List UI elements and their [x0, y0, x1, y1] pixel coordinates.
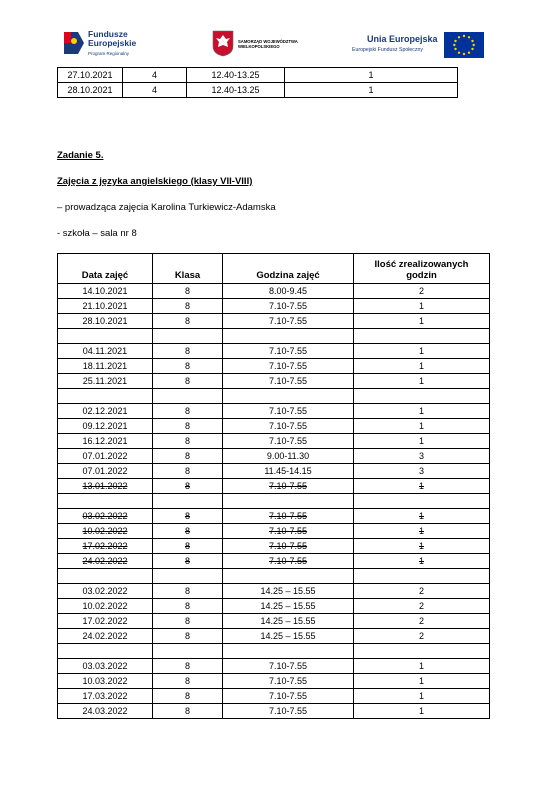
table-row [58, 404, 490, 419]
cell-hours: 1 [354, 374, 490, 389]
table-header-row [58, 254, 490, 284]
task-teacher: – prowadząca zajęcia Karolina Turkiewicz-Adamska [57, 202, 276, 213]
cell-date: 17.02.2022 [58, 539, 153, 554]
cell-date: 24.02.2022 [58, 629, 153, 644]
cell-class: 4 [123, 83, 187, 98]
cell-class: 8 [153, 509, 223, 524]
table-row [58, 284, 490, 299]
fe-line3: Program Regionalny [88, 51, 130, 56]
cell-class: 8 [153, 599, 223, 614]
cell-hours: 1 [285, 68, 458, 83]
cell-hours: 2 [354, 629, 490, 644]
cell-time: 7.10-7.55 [223, 374, 354, 389]
table-row [58, 689, 490, 704]
empty-cell [153, 494, 223, 509]
cell-class: 8 [153, 689, 223, 704]
previous-table [57, 67, 458, 98]
empty-cell [223, 494, 354, 509]
wlkp-line1: SAMORZĄD WOJEWÓDZTWA [238, 39, 298, 44]
cell-class: 8 [153, 374, 223, 389]
cell-hours: 1 [354, 344, 490, 359]
cell-hours: 1 [354, 509, 490, 524]
table-row [58, 554, 490, 569]
table-row [58, 464, 490, 479]
cell-hours: 1 [354, 434, 490, 449]
cell-date: 10.02.2022 [58, 599, 153, 614]
table-row [58, 629, 490, 644]
empty-cell [58, 569, 153, 584]
cell-date: 24.02.2022 [58, 554, 153, 569]
cell-date: 28.10.2021 [58, 314, 153, 329]
cell-class: 8 [153, 659, 223, 674]
cell-time: 7.10-7.55 [223, 554, 354, 569]
table-row [58, 314, 490, 329]
cell-hours: 1 [354, 419, 490, 434]
cell-hours: 1 [354, 314, 490, 329]
cell-hours: 1 [354, 674, 490, 689]
cell-time: 7.10-7.55 [223, 539, 354, 554]
empty-cell [58, 494, 153, 509]
cell-class: 8 [153, 419, 223, 434]
cell-time: 14.25 – 15.55 [223, 584, 354, 599]
cell-time: 7.10-7.55 [223, 404, 354, 419]
cell-class: 8 [153, 404, 223, 419]
cell-hours: 3 [354, 449, 490, 464]
cell-class: 8 [153, 284, 223, 299]
task-subject: Zajęcia z języka angielskiego (klasy VII-VIII) [57, 176, 253, 187]
empty-cell [58, 329, 153, 344]
empty-cell [223, 644, 354, 659]
empty-cell [153, 389, 223, 404]
cell-hours: 1 [354, 704, 490, 719]
cell-time: 7.10-7.55 [223, 479, 354, 494]
table-row [58, 479, 490, 494]
empty-cell [354, 494, 490, 509]
cell-hours: 3 [354, 464, 490, 479]
cell-time: 11.45-14.15 [223, 464, 354, 479]
cell-date: 03.03.2022 [58, 659, 153, 674]
cell-time: 7.10-7.55 [223, 704, 354, 719]
fe-line1: Fundusze [88, 29, 128, 39]
empty-cell [153, 644, 223, 659]
cell-time: 7.10-7.55 [223, 509, 354, 524]
cell-time: 7.10-7.55 [223, 419, 354, 434]
cell-time: 7.10-7.55 [223, 359, 354, 374]
empty-cell [354, 389, 490, 404]
empty-cell [354, 644, 490, 659]
cell-class: 8 [153, 314, 223, 329]
wlkp-line2: WIELKOPOLSKIEGO [238, 44, 280, 49]
cell-class: 8 [153, 299, 223, 314]
cell-hours: 2 [354, 584, 490, 599]
cell-date: 27.10.2021 [58, 68, 123, 83]
cell-date: 02.12.2021 [58, 404, 153, 419]
cell-time: 9.00-11.30 [223, 449, 354, 464]
empty-cell [58, 389, 153, 404]
cell-date: 24.03.2022 [58, 704, 153, 719]
eu-flag-icon [444, 32, 484, 58]
table-row [58, 419, 490, 434]
header-time: Godzina zajęć [223, 254, 354, 284]
cell-date: 04.11.2021 [58, 344, 153, 359]
cell-hours: 1 [354, 404, 490, 419]
cell-time: 7.10-7.55 [223, 299, 354, 314]
cell-class: 8 [153, 449, 223, 464]
blank-row [58, 329, 490, 344]
cell-class: 8 [153, 704, 223, 719]
cell-hours: 1 [354, 299, 490, 314]
cell-class: 8 [153, 464, 223, 479]
cell-time: 7.10-7.55 [223, 674, 354, 689]
empty-cell [223, 569, 354, 584]
table-row [58, 659, 490, 674]
empty-cell [354, 329, 490, 344]
cell-time: 12.40-13.25 [187, 68, 285, 83]
cell-class: 8 [153, 359, 223, 374]
cell-date: 10.03.2022 [58, 674, 153, 689]
ue-line1: Unia Europejska [367, 34, 438, 44]
eagle-shield-icon [212, 30, 234, 57]
cell-hours: 1 [354, 689, 490, 704]
cell-class: 8 [153, 584, 223, 599]
blank-row [58, 644, 490, 659]
empty-cell [354, 569, 490, 584]
cell-date: 10.02.2022 [58, 524, 153, 539]
fe-star-icon [62, 28, 86, 58]
cell-date: 17.02.2022 [58, 614, 153, 629]
cell-time: 14.25 – 15.55 [223, 599, 354, 614]
cell-time: 7.10-7.55 [223, 344, 354, 359]
table-row [58, 374, 490, 389]
header-date: Data zajęć [58, 254, 153, 284]
table-row [58, 299, 490, 314]
empty-cell [223, 389, 354, 404]
cell-hours: 1 [354, 359, 490, 374]
cell-date: 07.01.2022 [58, 449, 153, 464]
cell-date: 16.12.2021 [58, 434, 153, 449]
table-row [58, 359, 490, 374]
wielkopolska-logo [212, 30, 312, 60]
cell-time: 8.00-9.45 [223, 284, 354, 299]
cell-date: 17.03.2022 [58, 689, 153, 704]
header-hours: Ilość zrealizowanych godzin [354, 254, 490, 284]
blank-row [58, 389, 490, 404]
cell-time: 12.40-13.25 [187, 83, 285, 98]
table-row [58, 599, 490, 614]
table-row [58, 83, 458, 98]
cell-date: 25.11.2021 [58, 374, 153, 389]
table-row [58, 434, 490, 449]
header-class: Klasa [153, 254, 223, 284]
cell-class: 8 [153, 629, 223, 644]
table-row [58, 68, 458, 83]
table-row [58, 704, 490, 719]
cell-time: 14.25 – 15.55 [223, 614, 354, 629]
logo-bar [0, 22, 533, 67]
table-row [58, 674, 490, 689]
cell-class: 8 [153, 344, 223, 359]
table-row [58, 539, 490, 554]
empty-cell [153, 569, 223, 584]
cell-date: 14.10.2021 [58, 284, 153, 299]
cell-time: 7.10-7.55 [223, 434, 354, 449]
cell-class: 8 [153, 554, 223, 569]
cell-class: 8 [153, 539, 223, 554]
table-row [58, 614, 490, 629]
empty-cell [153, 329, 223, 344]
unia-europejska-logo [352, 30, 487, 60]
fe-line2: Europejskie [88, 38, 137, 48]
cell-date: 07.01.2022 [58, 464, 153, 479]
cell-class: 8 [153, 434, 223, 449]
cell-time: 7.10-7.55 [223, 524, 354, 539]
cell-class: 8 [153, 614, 223, 629]
cell-date: 09.12.2021 [58, 419, 153, 434]
table-row [58, 524, 490, 539]
table-row [58, 509, 490, 524]
cell-hours: 1 [285, 83, 458, 98]
cell-hours: 1 [354, 539, 490, 554]
cell-date: 18.11.2021 [58, 359, 153, 374]
fundusze-europejskie-logo [62, 28, 172, 64]
cell-date: 28.10.2021 [58, 83, 123, 98]
task-room: - szkoła – sala nr 8 [57, 228, 137, 239]
cell-hours: 1 [354, 659, 490, 674]
blank-row [58, 569, 490, 584]
cell-time: 7.10-7.55 [223, 314, 354, 329]
empty-cell [223, 329, 354, 344]
schedule-table [57, 253, 490, 719]
cell-hours: 2 [354, 599, 490, 614]
cell-class: 4 [123, 68, 187, 83]
cell-date: 13.01.2022 [58, 479, 153, 494]
cell-hours: 1 [354, 479, 490, 494]
table-row [58, 449, 490, 464]
cell-time: 7.10-7.55 [223, 689, 354, 704]
cell-hours: 2 [354, 284, 490, 299]
empty-cell [58, 644, 153, 659]
cell-hours: 2 [354, 614, 490, 629]
cell-hours: 1 [354, 524, 490, 539]
task-title: Zadanie 5. [57, 150, 104, 161]
cell-class: 8 [153, 479, 223, 494]
cell-date: 03.02.2022 [58, 584, 153, 599]
cell-date: 03.02.2022 [58, 509, 153, 524]
cell-hours: 1 [354, 554, 490, 569]
table-row [58, 584, 490, 599]
cell-time: 14.25 – 15.55 [223, 629, 354, 644]
cell-date: 21.10.2021 [58, 299, 153, 314]
cell-class: 8 [153, 524, 223, 539]
cell-time: 7.10-7.55 [223, 659, 354, 674]
ue-line2: Europejski Fundusz Społeczny [352, 47, 423, 53]
table-row [58, 344, 490, 359]
blank-row [58, 494, 490, 509]
cell-class: 8 [153, 674, 223, 689]
